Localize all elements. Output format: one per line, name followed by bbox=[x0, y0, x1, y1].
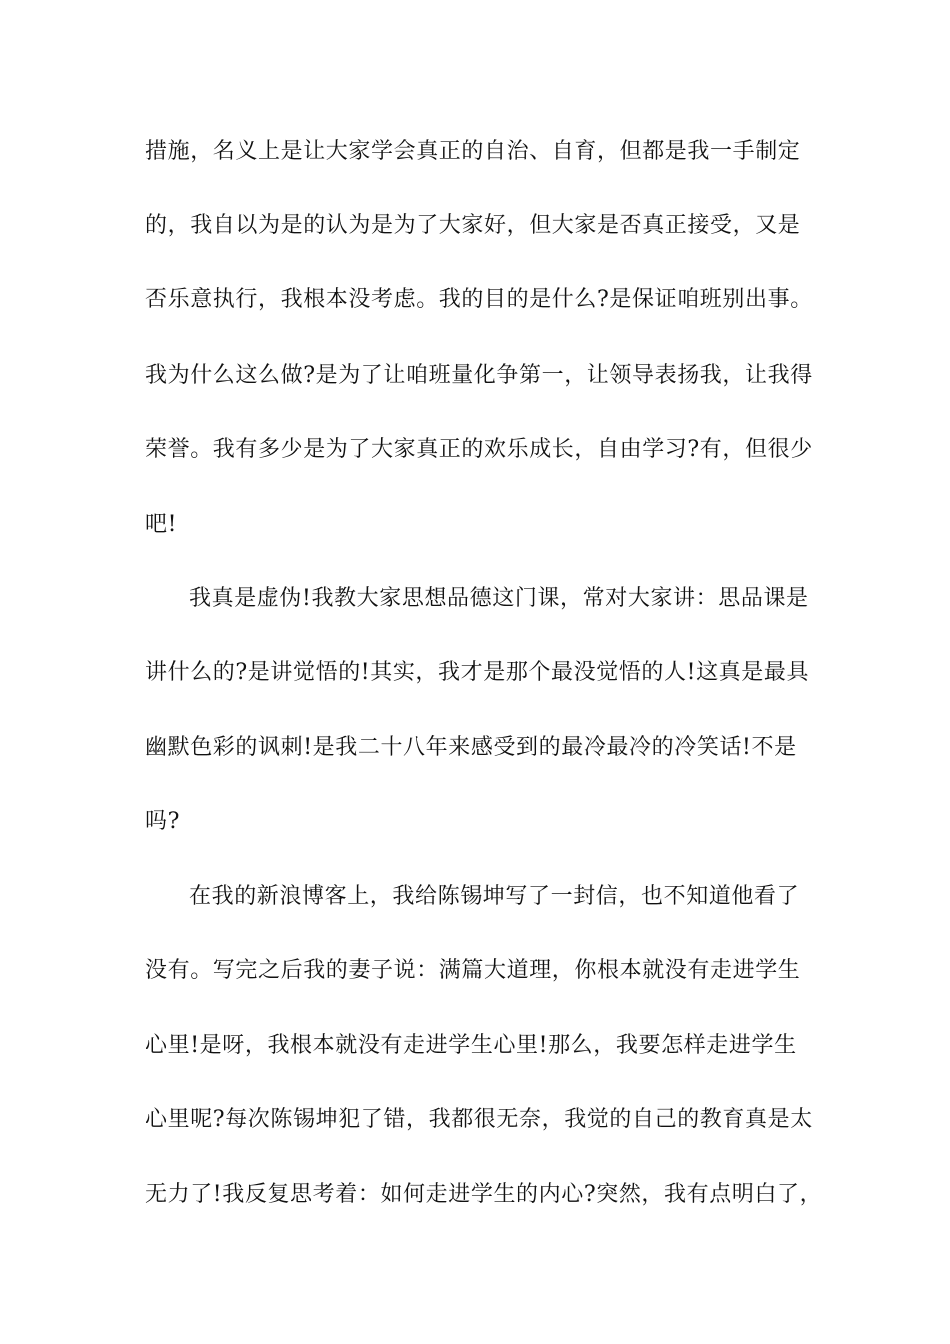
text-line: 否乐意执行，我根本没考虑。我的目的是什么?是保证咱班别出事。 bbox=[145, 287, 813, 312]
text-line: 心里!是呀，我根本就没有走进学生心里!那么，我要怎样走进学生 bbox=[145, 1033, 797, 1058]
text-line: 吧! bbox=[145, 512, 178, 537]
text-line: 没有。写完之后我的妻子说：满篇大道理，你根本就没有走进学生 bbox=[145, 958, 801, 983]
text-line: 讲什么的?是讲觉悟的!其实，我才是那个最没觉悟的人!这真是最具 bbox=[145, 660, 810, 685]
text-line: 的，我自以为是的认为是为了大家好，但大家是否真正接受，又是 bbox=[145, 213, 801, 238]
text-line: 幽默色彩的讽刺!是我二十八年来感受到的最冷最冷的冷笑话!不是 bbox=[145, 735, 797, 760]
text-line: 心里呢?每次陈锡坤犯了错，我都很无奈，我觉的自己的教育真是太 bbox=[145, 1107, 813, 1132]
paragraph-first-line: 我真是虚伪!我教大家思想品德这门课，常对大家讲：思品课是 bbox=[189, 586, 809, 611]
text-line: 无力了!我反复思考着：如何走进学生的内心?突然，我有点明白了， bbox=[145, 1182, 823, 1207]
text-line: 荣誉。我有多少是为了大家真正的欢乐成长，自由学习?有，但很少 bbox=[145, 437, 813, 462]
text-line: 我为什么这么做?是为了让咱班量化争第一，让领导表扬我，让我得 bbox=[145, 363, 813, 388]
paragraph-first-line: 在我的新浪博客上，我给陈锡坤写了一封信，也不知道他看了 bbox=[189, 884, 800, 909]
text-line: 吗? bbox=[145, 809, 180, 834]
text-line: 措施，名义上是让大家学会真正的自治、自育，但都是我一手制定 bbox=[145, 139, 801, 164]
